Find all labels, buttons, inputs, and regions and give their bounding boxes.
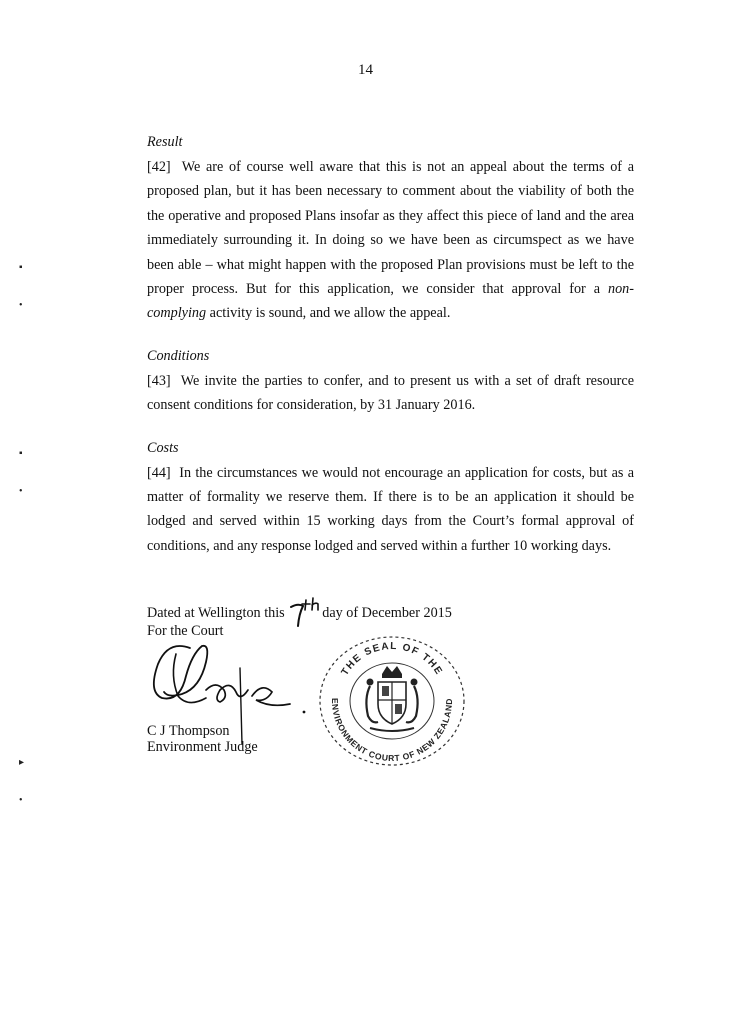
page-number: 14 bbox=[358, 62, 373, 78]
judgment-body bbox=[147, 132, 634, 558]
paragraph-text: In the circumstances we would not encourage an application for costs, but as a matter of formality we reserve them. If there is to be an application it should be lodged and served within 15 working days from the Court’s formal approval of conditions, and any response lodged and served within a further 10 working days. bbox=[147, 464, 635, 554]
paragraph-44 bbox=[147, 461, 634, 559]
section-result bbox=[147, 132, 634, 326]
section-heading: Costs bbox=[147, 439, 179, 456]
section-conditions bbox=[147, 346, 634, 418]
svg-text:ENVIRONMENT COURT OF NEW ZEALA: ENVIRONMENT COURT OF NEW ZEALAND bbox=[329, 697, 455, 764]
margin-mark: ▪ bbox=[19, 448, 23, 459]
section-heading: Result bbox=[147, 134, 183, 150]
handwritten-day bbox=[288, 597, 322, 627]
section-heading: Conditions bbox=[147, 347, 210, 364]
judge-title: Environment Judge bbox=[147, 739, 258, 755]
paragraph-emphasis: non-complying bbox=[147, 281, 634, 322]
paragraph-number: [44] bbox=[147, 464, 171, 481]
judge-name: C J Thompson bbox=[147, 723, 230, 739]
date-suffix: day of December 2015 bbox=[322, 605, 452, 621]
margin-mark: • bbox=[19, 486, 23, 497]
margin-mark: ▪ bbox=[19, 262, 23, 273]
margin-mark: • bbox=[19, 300, 23, 311]
court-seal bbox=[312, 632, 472, 770]
margin-mark: • bbox=[19, 795, 23, 806]
section-costs bbox=[147, 438, 634, 559]
coat-of-arms-icon bbox=[366, 666, 417, 731]
paragraph-text: We invite the parties to confer, and to present us with a set of draft resource consent conditions for consideration, by 31 January 2016. bbox=[147, 372, 634, 414]
for-the-court: For the Court bbox=[147, 623, 224, 639]
svg-text:THE SEAL OF THE: THE SEAL OF THE bbox=[339, 640, 445, 678]
paragraph-text: activity is sound, and we allow the appeal. bbox=[206, 305, 451, 322]
date-prefix: Dated at Wellington this bbox=[147, 605, 285, 621]
paragraph-43 bbox=[147, 369, 634, 418]
paragraph-number: [42] bbox=[147, 159, 171, 175]
paragraph-42 bbox=[147, 155, 634, 326]
paragraph-number: [43] bbox=[147, 372, 171, 389]
margin-mark: ▸ bbox=[19, 757, 25, 768]
paragraph-text: We are of course well aware that this is not an appeal about the terms of a proposed plan, but it has been necessary to comment about the viability of both the the operative and proposed Plans insofar as they affect this piece of land and the area immediately surrounding it. In doing so we have been as circumspect as we have been able – what might happen with the proposed Plan provisions must be left to the proper process. But for this application, we consider that approval for a bbox=[147, 159, 634, 298]
